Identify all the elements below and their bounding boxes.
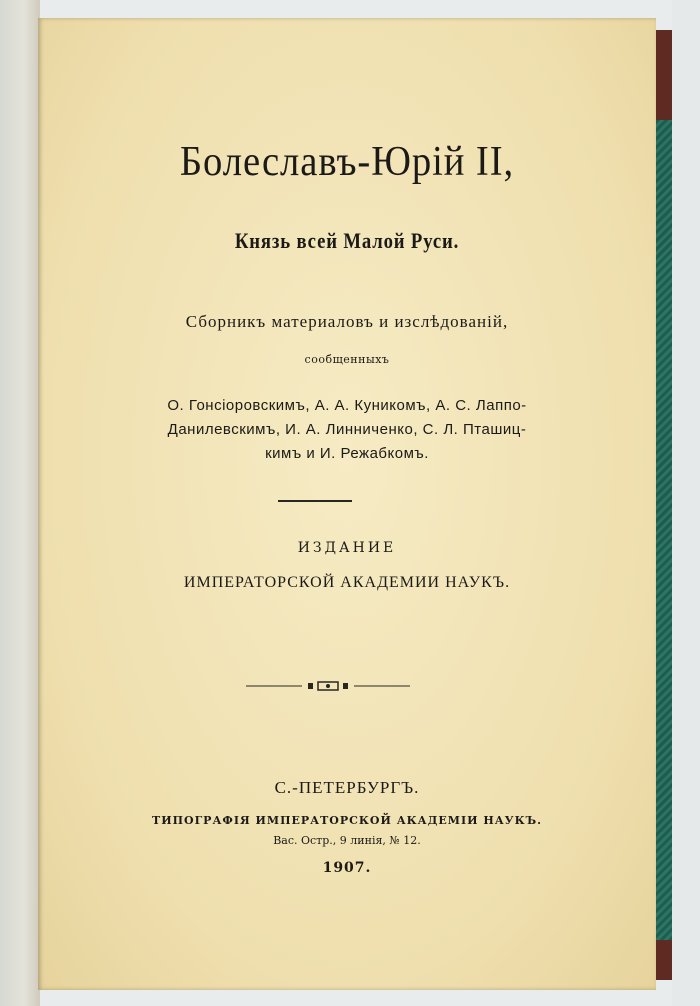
address-line: Вас. Остр., 9 линія, № 12.	[273, 834, 421, 847]
academy-line: ИМПЕРАТОРСКОЙ АКАДЕМИИ НАУКЪ.	[183, 574, 511, 591]
authors-line-3: кимъ и И. Режабкомъ.	[265, 445, 429, 462]
left-page-edge	[0, 0, 40, 1006]
printer-line: ТИПОГРАФІЯ ИМПЕРАТОРСКОЙ АКАДЕМІИ НАУКЪ.	[152, 814, 542, 827]
ornament-divider	[238, 678, 418, 694]
communicated-by: сообщенныхъ	[304, 353, 390, 366]
collection-line: Сборникъ материаловъ и изслѣдованій,	[185, 312, 509, 331]
city-line: С.-ПЕТЕРБУРГЪ.	[274, 778, 420, 797]
title-page	[38, 18, 656, 990]
authors-line-1: О. Гонсіоровскимъ, А. А. Куникомъ, А. С. Лаппо-	[167, 397, 527, 414]
book-subtitle: Князь всей Малой Руси.	[234, 228, 460, 253]
edition-label: ИЗДАНИЕ	[297, 540, 397, 556]
book-title: Болеславъ-Юрій II,	[179, 139, 515, 185]
divider-rule	[278, 500, 352, 502]
background-right	[672, 0, 700, 1006]
spine-cloth	[656, 120, 672, 940]
authors-line-2: Данилевскимъ, И. А. Линниченко, С. Л. Пташиц-	[167, 421, 527, 438]
year-line: 1907.	[322, 860, 372, 876]
